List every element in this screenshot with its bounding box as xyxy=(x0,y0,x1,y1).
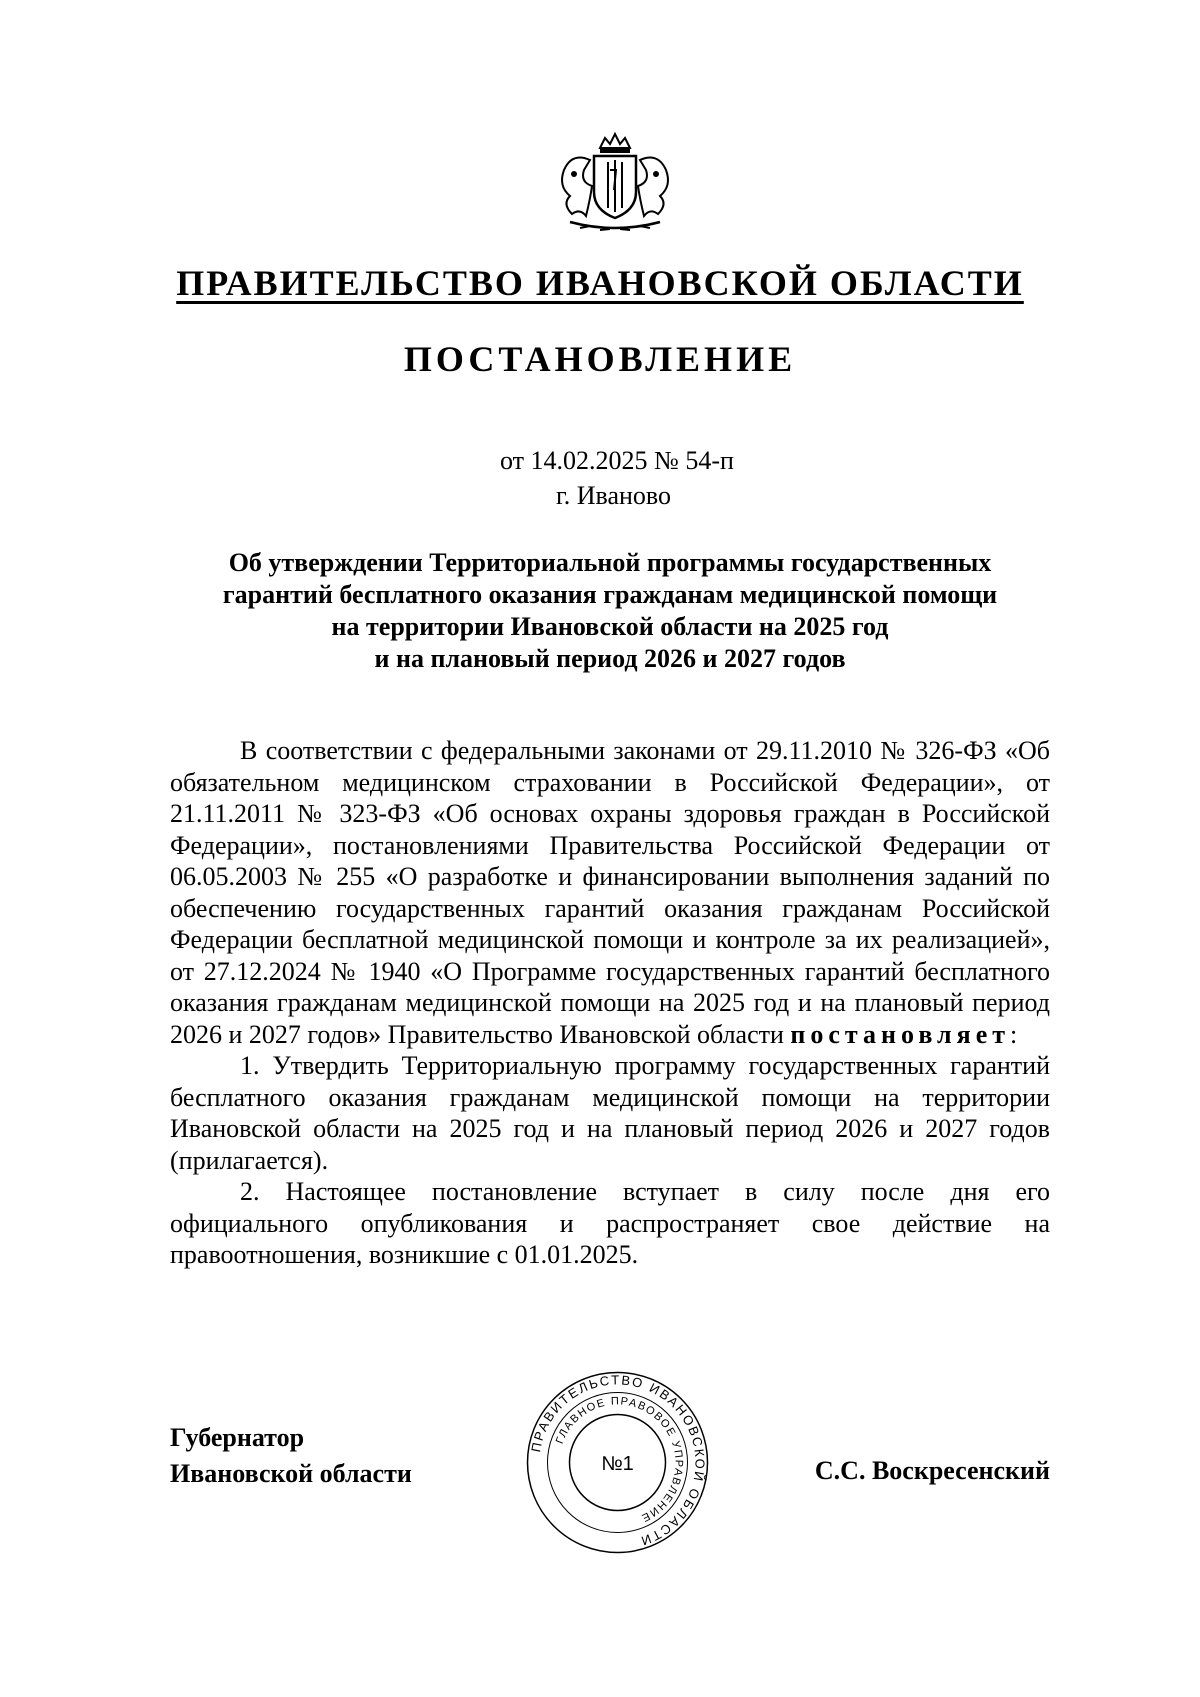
government-name: ПРАВИТЕЛЬСТВО ИВАНОВСКОЙ ОБЛАСТИ xyxy=(176,263,1024,303)
subject-line: на территории Ивановской области на 2025 год xyxy=(331,612,889,641)
stamp-inner-text: ГЛАВНОЕ ПРАВОВОЕ УПРАВЛЕНИЕ xyxy=(553,1395,685,1525)
item-1-paragraph: 1. Утвердить Территориальную программу государственных гарантий бесплатного оказания гражданам медицинской помощи на территории Ивановской области на 2025 год и на плановый период 2026 и 2027 годов (прилагается). xyxy=(170,1051,1050,1175)
subject-line: гарантий бесплатного оказания гражданам медицинской помощи xyxy=(222,580,998,609)
coat-of-arms-icon xyxy=(550,130,680,240)
signatory-name: С.С. Воскресенский xyxy=(814,1456,1050,1485)
subject-line: и на плановый период 2026 и 2027 годов xyxy=(374,644,846,673)
document-type: ПОСТАНОВЛЕНИЕ xyxy=(403,339,797,379)
subject-line: Об утверждении Территориальной программы государственных xyxy=(228,548,992,577)
decree-word: постановляет xyxy=(790,1019,1011,1049)
document-body xyxy=(170,735,1050,1271)
signatory-position: Губернатор Ивановской области xyxy=(170,1423,412,1488)
stamp-outer-text: ПРАВИТЕЛЬСТВО ИВАНОВСКОЙ ОБЛАСТИ xyxy=(528,1372,708,1550)
item-2-paragraph: 2. Настоящее постановление вступает в силу после дня его официального опубликования и распространяет свое действие на правоотношения, возникшие с 01.01.2025. xyxy=(170,1177,1050,1269)
intro-paragraph: В соответствии с федеральными законами от 29.11.2010 № 326-ФЗ «Об обязательном медицинском страховании в Российской Федерации», от 21.11.2011 № 323-ФЗ «Об основах охраны здоровья граждан в Российской Федерации», постановлениями Правительства Российской Федерации от 06.05.2003 № 255 «О разработке и финансировании выполнения заданий по обеспечению государственных гарантий оказания гражданам Российской Федерации бесплатной медицинской помощи и контроле за их реализацией», от 27.12.2024 № 1940 «О Программе государственных гарантий бесплатного оказания гражданам медицинской помощи на 2025 год и на плановый период 2026 и 2027 годов» Правительство Ивановской области постановляет: xyxy=(170,736,1050,1049)
stamp-number: №1 xyxy=(601,1453,634,1475)
official-stamp xyxy=(525,1370,710,1555)
date-number: от 14.02.2025 № 54-п xyxy=(500,446,734,475)
city: г. Иваново xyxy=(556,481,671,510)
document-subject xyxy=(170,547,1050,675)
